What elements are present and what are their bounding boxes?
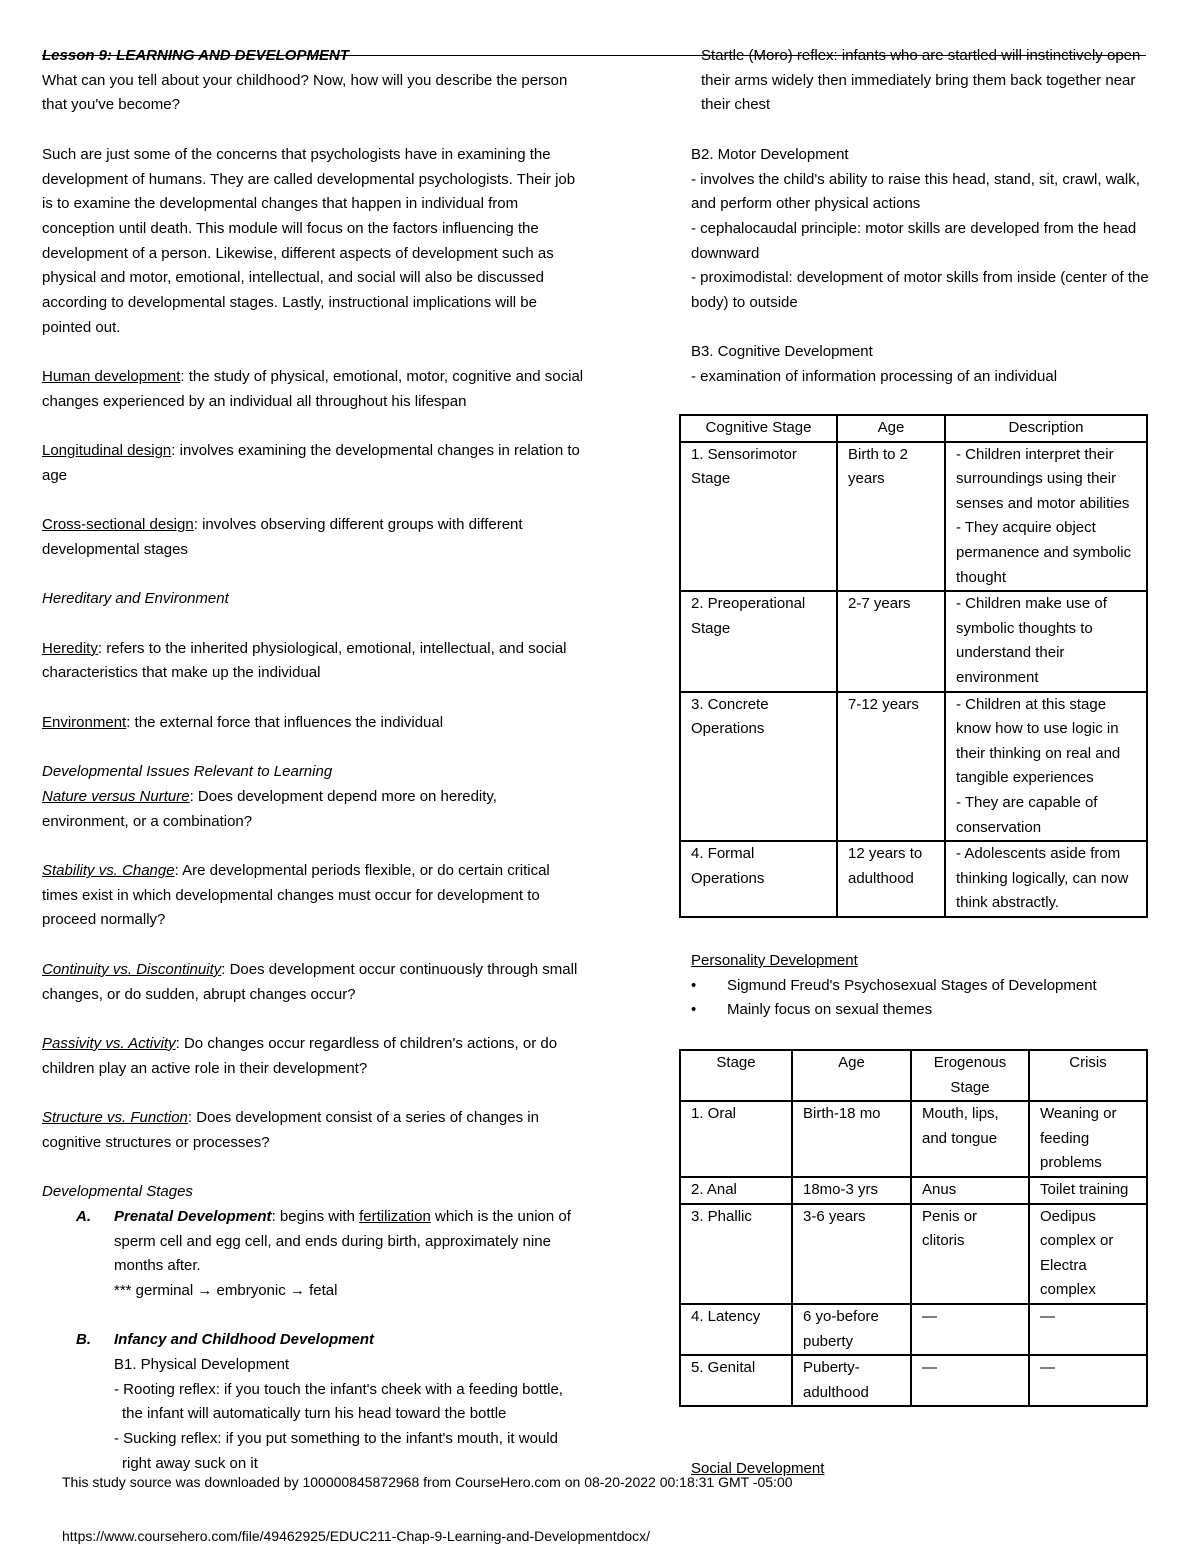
table-cell: 6 yo-before puberty bbox=[792, 1304, 911, 1355]
table-row bbox=[680, 1204, 1147, 1304]
lesson-title: Lesson 9: LEARNING AND DEVELOPMENT bbox=[42, 47, 349, 64]
b2-heading: B2. Motor Development bbox=[691, 145, 849, 163]
b2-line-3: - proximodistal: development of motor skills from inside (center of the body) to outside bbox=[691, 269, 1149, 312]
list-item: • Sigmund Freud's Psychosexual Stages of Development bbox=[691, 974, 1151, 999]
table-cell: - Children interpret their surroundings using their senses and motor abilities - They acquire object permanence and symbolic thought bbox=[945, 442, 1147, 592]
table-cell: 2. Anal bbox=[680, 1177, 792, 1204]
sucking-reflex: - Sucking reflex: if you put something to the infant's mouth, it would right away suck on it bbox=[114, 1430, 558, 1472]
table-cell: — bbox=[911, 1304, 1029, 1355]
table-cell: 7-12 years bbox=[837, 692, 945, 842]
table-cell: Mouth, lips, and tongue bbox=[911, 1101, 1029, 1177]
table-cell: Oedipus complex or Electra complex bbox=[1029, 1204, 1147, 1304]
column-header: Crisis bbox=[1029, 1050, 1147, 1101]
stage-infancy-title: Infancy and Childhood Development bbox=[114, 1331, 375, 1349]
table-cell: 4. Formal Operations bbox=[680, 841, 837, 917]
table-cell: Birth to 2 years bbox=[837, 442, 945, 592]
table-cell: Birth-18 mo bbox=[792, 1101, 911, 1177]
table-row bbox=[680, 1177, 1147, 1204]
table-header-row bbox=[680, 415, 1147, 442]
heredity-heading: Hereditary and Environment bbox=[42, 590, 229, 608]
table-cell: — bbox=[1029, 1355, 1147, 1406]
table-header-row bbox=[680, 1050, 1147, 1101]
table-cell: - Children make use of symbolic thoughts to understand their environment bbox=[945, 591, 1147, 691]
table-cell: Penis or clitoris bbox=[911, 1204, 1029, 1304]
table-cell: - Adolescents aside from thinking logically, can now think abstractly. bbox=[945, 841, 1147, 917]
stage-letter: B. bbox=[76, 1331, 91, 1349]
definition-longitudinal-design: Longitudinal design: involves examining the developmental changes in relation to age bbox=[42, 442, 580, 484]
stage-prenatal: A. Prenatal Development: begins with fertilization which is the union of sperm cell and egg cell, and ends during birth, approximately nine months after. *** germinal → embryonic → fetal bbox=[42, 1205, 587, 1329]
intro-paragraph: Such are just some of the concerns that psychologists have in examining the development of humans. They are called developmental psychologists. Their job is to examine the developmental changes that happen in individual from conception until death. This module will focus on the factors influencing the development of a person. Likewise, different aspects of development such as physical and motor, emotional, intellectual, and social will also be discussed according to developmental stages. Lastly, instructional implications will be pointed out. bbox=[42, 145, 576, 336]
issue-nature-nurture: Nature versus Nurture: Does development depend more on heredity, environment, or a combination? bbox=[42, 787, 497, 830]
issues-heading: Developmental Issues Relevant to Learning bbox=[42, 763, 333, 781]
table-row bbox=[680, 1304, 1147, 1355]
b1-heading: B1. Physical Development bbox=[114, 1356, 290, 1374]
table-cell: 2. Preoperational Stage bbox=[680, 591, 837, 691]
issue-structure-function: Structure vs. Function: Does development consist of a series of changes in cognitive structures or processes? bbox=[42, 1109, 539, 1151]
table-cell: 12 years to adulthood bbox=[837, 841, 945, 917]
prenatal-sequence: *** germinal → embryonic → fetal bbox=[114, 1281, 338, 1299]
table-cell: — bbox=[911, 1355, 1029, 1406]
column-header: Cognitive Stage bbox=[680, 415, 837, 442]
intro-question: What can you tell about your childhood? Now, how will you describe the person that you've become? bbox=[42, 71, 568, 114]
rooting-reflex: - Rooting reflex: if you touch the infant's cheek with a feeding bottle, the infant will automatically turn his head toward the bottle bbox=[114, 1380, 563, 1423]
source-url[interactable]: https://www.coursehero.com/file/49462925/EDUC211-Chap-9-Learning-and-Developmentdocx/ bbox=[62, 1528, 651, 1544]
table-row bbox=[680, 442, 1147, 592]
stages-heading: Developmental Stages bbox=[42, 1183, 193, 1201]
table-row bbox=[680, 1355, 1147, 1406]
cognitive-stages-table bbox=[679, 414, 1148, 918]
table-cell: Anus bbox=[911, 1177, 1029, 1204]
right-column bbox=[691, 44, 1151, 390]
column-header: Age bbox=[792, 1050, 911, 1101]
personality-heading: Personality Development bbox=[691, 952, 858, 969]
table-cell: — bbox=[1029, 1304, 1147, 1355]
column-header: Description bbox=[945, 415, 1147, 442]
b3-line: - examination of information processing of an individual bbox=[691, 368, 1058, 386]
issue-continuity: Continuity vs. Discontinuity: Does development occur continuously through small changes, or do sudden, abrupt changes occur? bbox=[42, 960, 578, 1003]
b3-heading: B3. Cognitive Development bbox=[691, 343, 873, 361]
social-development-heading: Social Development bbox=[691, 1460, 825, 1477]
b2-line-2: - cephalocaudal principle: motor skills are developed from the head downward bbox=[691, 219, 1137, 262]
stages-list bbox=[42, 1205, 587, 1477]
table-cell: - Children at this stage know how to use logic in their thinking on real and tangible experiences - They are capable of conservation bbox=[945, 692, 1147, 842]
left-column bbox=[42, 44, 587, 1477]
stage-prenatal-title: Prenatal Development bbox=[114, 1207, 272, 1225]
list-item: • Mainly focus on sexual themes bbox=[691, 998, 1151, 1023]
table-row bbox=[680, 692, 1147, 842]
table-cell: 4. Latency bbox=[680, 1304, 792, 1355]
table-row bbox=[680, 591, 1147, 691]
stage-infancy bbox=[42, 1328, 587, 1476]
table-row bbox=[680, 841, 1147, 917]
fertilization-term: fertilization bbox=[359, 1207, 431, 1225]
table-row bbox=[680, 1101, 1147, 1177]
personality-section bbox=[691, 949, 1151, 1023]
table-cell: Toilet training bbox=[1029, 1177, 1147, 1204]
psychosexual-stages-table bbox=[679, 1049, 1148, 1407]
table-cell: 5. Genital bbox=[680, 1355, 792, 1406]
issue-passivity-activity: Passivity vs. Activity: Do changes occur regardless of children's actions, or do children play an active role in their development? bbox=[42, 1034, 558, 1077]
column-header: Erogenous Stage bbox=[911, 1050, 1029, 1101]
definition-heredity: Heredity: refers to the inherited physiological, emotional, intellectual, and social characteristics that make up the individual bbox=[42, 639, 567, 682]
definition-human-development: Human development: the study of physical, emotional, motor, cognitive and social changes experienced by an individual all throughout his lifespan bbox=[42, 368, 584, 410]
table-cell: 3-6 years bbox=[792, 1204, 911, 1304]
download-note: This study source was downloaded by 100000845872968 from CourseHero.com on 08-20-2022 00:18:31 GMT -05:00 bbox=[62, 1474, 793, 1490]
table-cell: Weaning or feeding problems bbox=[1029, 1101, 1147, 1177]
definition-environment: Environment: the external force that influences the individual bbox=[42, 713, 444, 731]
b2-line-1: - involves the child's ability to raise this head, stand, sit, crawl, walk, and perform other physical actions bbox=[691, 170, 1140, 213]
table-cell: 1. Oral bbox=[680, 1101, 792, 1177]
issue-stability-change: Stability vs. Change: Are developmental periods flexible, or do certain critical times exist in which developmental changes must occur for development to proceed normally? bbox=[42, 862, 550, 929]
column-header: Age bbox=[837, 415, 945, 442]
startle-reflex: Startle (Moro) reflex: infants who are startled will instinctively open their arms widely then immediately bring them back together near their chest bbox=[701, 47, 1141, 114]
definition-cross-sectional-design: Cross-sectional design: involves observing different groups with different developmental stages bbox=[42, 516, 523, 558]
column-header: Stage bbox=[680, 1050, 792, 1101]
table-cell: 3. Phallic bbox=[680, 1204, 792, 1304]
personality-bullets bbox=[691, 974, 1151, 1023]
table-cell: Puberty-adulthood bbox=[792, 1355, 911, 1406]
table-cell: 18mo-3 yrs bbox=[792, 1177, 911, 1204]
table-cell: 3. Concrete Operations bbox=[680, 692, 837, 842]
table-cell: 2-7 years bbox=[837, 591, 945, 691]
table-cell: 1. Sensorimotor Stage bbox=[680, 442, 837, 592]
stage-letter: A. bbox=[76, 1207, 91, 1225]
